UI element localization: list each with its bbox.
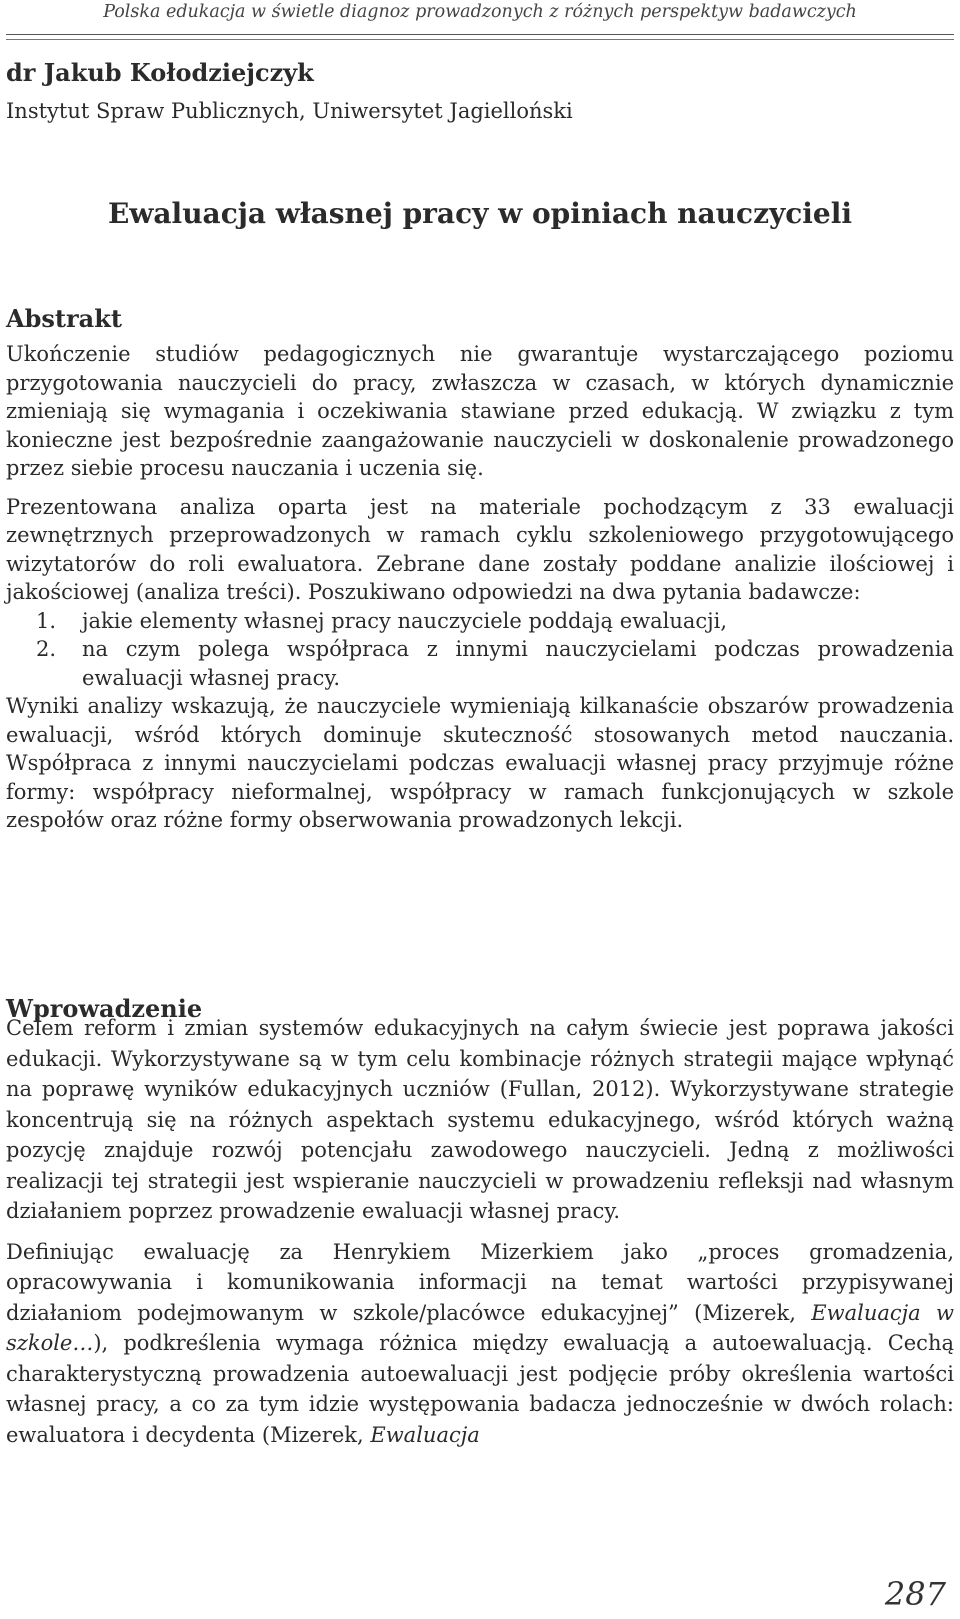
abstract-heading: Abstrakt bbox=[6, 304, 122, 333]
cited-title: Ewaluacja w szkole… bbox=[6, 1300, 954, 1355]
cited-title: Ewaluacja bbox=[370, 1422, 480, 1447]
introduction-body bbox=[6, 1013, 954, 1450]
header-rule-thin bbox=[6, 39, 954, 40]
abstract-paragraph: Ukończenie studiów pedagogicznych nie gwarantuje wystarczającego poziomu przygotowania nauczycieli do pracy, zwłaszcza w czasach, w których dynamicznie zmieniają się wymagania i oczekiwania stawiane przed edukacją. W związku z tym konieczne jest bezpośrednie zaangażowanie nauczycieli w doskonalenie prowadzonego przez siebie procesu nauczania i uczenia się. bbox=[6, 342, 954, 480]
article-title: Ewaluacja własnej pracy w opiniach nauczycieli bbox=[107, 197, 853, 230]
list-item-number: 1. bbox=[36, 608, 57, 633]
abstract-body bbox=[6, 340, 954, 835]
abstract-paragraph: Prezentowana analiza oparta jest na materiale pochodzącym z 33 ewaluacji zewnętrznych przeprowadzonych w ramach cyklu szkoleniowego przygotowującego wizytatorów do roli ewaluatora. Zebrane dane zostały poddane analizie ilościowej i jakościowej (analiza treści). Poszukiwano odpowiedzi na dwa pytania badawcze: bbox=[6, 494, 954, 604]
page-number: 287 bbox=[884, 1575, 946, 1613]
paragraph-text: ), podkreślenia wymaga różnica między ewaluacją a autoewaluacją. Cechą charakterystyczną prowadzenia autoewaluacji jest podjęcie próby określenia wartości własnej pracy, a co za tym idzie występowania badacza jednocześnie w dwóch rolach: ewaluatora i decydenta (Mizerek, bbox=[6, 1331, 954, 1447]
list-item bbox=[6, 607, 954, 636]
list-item bbox=[6, 635, 954, 692]
list-item-text: na czym polega współpraca z innymi nauczycielami podczas prowadzenia ewaluacji własnej pracy. bbox=[82, 637, 954, 690]
abstract-paragraph: Wyniki analizy wskazują, że nauczyciele wymieniają kilkanaście obszarów prowadzenia ewaluacji, wśród których dominuje skuteczność stosowanych metod nauczania. Współpraca z innymi nauczycielami podczas ewaluacji własnej pracy przyjmuje różne formy: współpracy nieformalnej, współpracy w ramach funkcjonujących w szkole zespołów oraz różne formy obserwowania prowadzonych lekcji. bbox=[6, 694, 954, 832]
author-name: dr Jakub Kołodziejczyk bbox=[6, 58, 314, 87]
running-head: Polska edukacja w świetle diagnoz prowadzonych z różnych perspektyw badawczych bbox=[103, 2, 857, 22]
body-paragraph bbox=[6, 1237, 954, 1451]
introduction-heading: Wprowadzenie bbox=[6, 994, 203, 1023]
header-rule bbox=[6, 34, 954, 35]
author-affiliation: Instytut Spraw Publicznych, Uniwersytet Jagielloński bbox=[6, 99, 573, 123]
body-paragraph: Celem reform i zmian systemów edukacyjnych na całym świecie jest poprawa jakości edukacji. Wykorzystywane są w tym celu kombinacje różnych strategii mające wpłynąć na poprawę wyników edukacyjnych uczniów (Fullan, 2012). Wykorzystywane strategie koncentrują się na różnych aspektach systemu edukacyjnego, wśród których ważną pozycję znajduje rozwój potencjału zawodowego nauczycieli. Jedną z możliwości realizacji tej strategii jest wspieranie nauczycieli w prowadzeniu refleksji nad własnym działaniem poprzez prowadzenie ewaluacji własnej pracy. bbox=[6, 1016, 954, 1223]
list-item-number: 2. bbox=[36, 637, 57, 661]
paragraph-text: Definiując ewaluację za Henrykiem Mizerkiem jako „proces gromadzenia, opracowywania i komunikowania informacji na temat wartości przypisywanej działaniom podejmowanym w szkole/placówce edukacyjnej” (Mizerek, bbox=[6, 1239, 954, 1325]
research-questions-list bbox=[6, 607, 954, 693]
list-item-text: jakie elementy własnej pracy nauczyciele poddają ewaluacji, bbox=[82, 608, 728, 633]
